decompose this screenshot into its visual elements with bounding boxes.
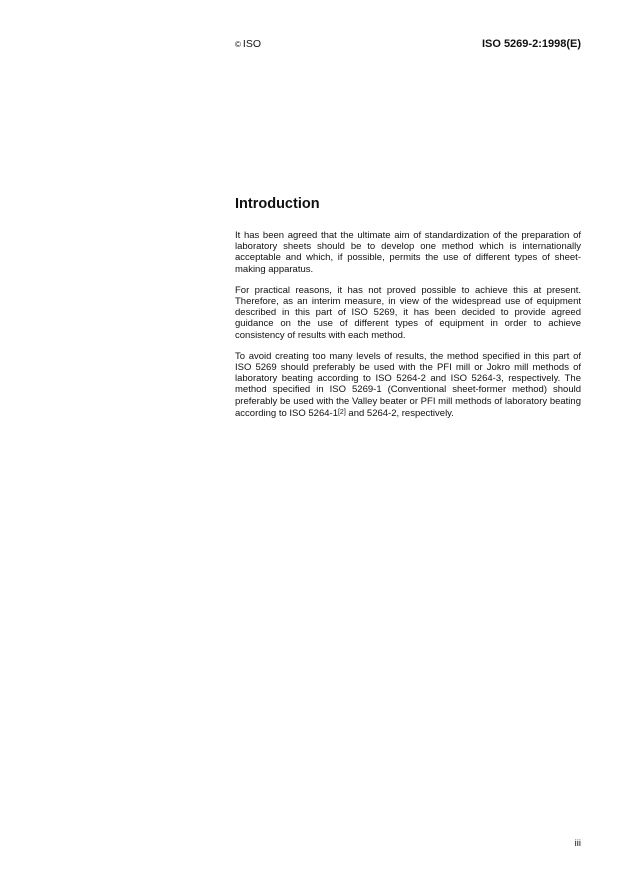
paragraph-3-text: To avoid creating too many levels of results, the method specified in this part of ISO 5269 should preferably be used with the PFI mill or Jokro mill methods of laboratory beating according to ISO 5264-2 and ISO 5264-3, respectively. The method specified in ISO 5269-1 (Conventional sheet-former method) should preferably be used with the Valley beater or PFI mill methods of laboratory beating according to ISO 5264-1 <box>235 350 581 419</box>
paragraph-3 <box>235 351 581 419</box>
copyright-notice <box>235 38 261 50</box>
section-title: Introduction <box>235 196 320 212</box>
page-header <box>235 38 581 54</box>
document-id: ISO 5269-2:1998(E) <box>481 38 581 50</box>
copyright-symbol: © <box>235 40 241 49</box>
introduction-section <box>235 195 581 429</box>
copyright-text: ISO <box>242 38 261 50</box>
paragraph-1: It has been agreed that the ultimate aim of standardization of the preparation of laboratory sheets should be to develop one method which is internationally acceptable and which, if possible, permits the use of different types of sheet-making apparatus. <box>235 230 581 275</box>
reference-marker: [2] <box>337 408 346 416</box>
paragraph-2: For practical reasons, it has not proved possible to achieve this at present. Therefore, as an interim measure, in view of the widespread use of equipment described in this part of ISO 5269, it has been decided to provide agreed guidance on the use of different types of equipment in order to achieve consistency of results with each method. <box>235 284 581 341</box>
paragraph-3-end: and 5264-2, respectively. <box>345 407 454 419</box>
page-number: iii <box>574 838 581 849</box>
